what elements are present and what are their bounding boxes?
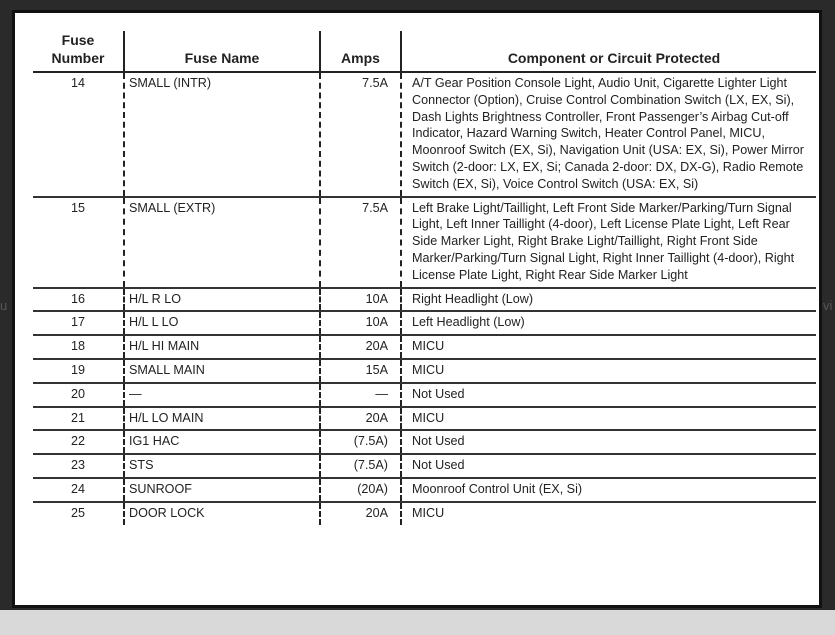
fuse-number-cell: 24	[33, 478, 124, 502]
amps-cell: 7.5A	[320, 72, 401, 197]
table-header-row	[33, 31, 816, 72]
fuse-name-cell: H/L R LO	[124, 288, 320, 312]
fuse-number-cell: 18	[33, 335, 124, 359]
document-page	[12, 10, 822, 608]
table-row	[33, 311, 816, 335]
table-row	[33, 288, 816, 312]
table-row	[33, 407, 816, 431]
table-row	[33, 197, 816, 288]
amps-cell: 20A	[320, 335, 401, 359]
edge-text-left: u	[0, 298, 8, 313]
fuse-number-cell: 17	[33, 311, 124, 335]
fuse-name-cell: SMALL MAIN	[124, 359, 320, 383]
component-cell: A/T Gear Position Console Light, Audio Unit, Cigarette Lighter Light Connector (Option), Cruise Control Combination Switch (LX, EX, Si), Dash Lights Brightness Controller, Front Passenger’s Airbag Cut-off Indicator, Hazard Warning Switch, Heater Control Panel, MICU, Moonroof Switch (EX, Si), Navigation Unit (USA: EX, Si), Power Mirror Switch (2-door: LX, EX, Si; Canada 2-door: DX, DX-G), Radio Remote Switch (EX, Si), Voice Control Switch (USA: EX, Si)	[401, 72, 816, 197]
table-row	[33, 383, 816, 407]
component-cell: Left Headlight (Low)	[401, 311, 816, 335]
component-cell: MICU	[401, 502, 816, 525]
fuse-name-cell: H/L HI MAIN	[124, 335, 320, 359]
fuse-number-cell: 25	[70, 505, 85, 520]
fuse-number-cell: 15	[33, 197, 124, 288]
component-cell: Not Used	[401, 430, 816, 454]
amps-cell: (20A)	[320, 478, 401, 502]
amps-cell: 7.5A	[320, 197, 401, 288]
fuse-name-cell: H/L LO MAIN	[124, 407, 320, 431]
component-cell: MICU	[401, 359, 816, 383]
fuse-name-cell: DOOR LOCK	[124, 502, 320, 525]
fuse-name-cell: —	[124, 383, 320, 407]
header-amps: Amps	[320, 31, 401, 72]
component-cell: Left Brake Light/Taillight, Left Front Side Marker/Parking/Turn Signal Light, Left Inner Taillight (4-door), Left License Plate Light, Left Rear Side Marker Light, Right Brake Light/Taillight, Right Front Side Marker/Parking/Turn Signal Light, Right Inner Taillight (4-door), Right License Plate Light, Right Rear Side Marker Light	[401, 197, 816, 288]
amps-cell: (7.5A)	[320, 454, 401, 478]
fuse-number-cell: 23	[33, 454, 124, 478]
amps-cell: 10A	[320, 311, 401, 335]
table-row	[33, 478, 816, 502]
edge-text-right: vi	[823, 298, 833, 313]
amps-cell: (7.5A)	[320, 430, 401, 454]
header-fuse-number: Fuse Number	[33, 31, 124, 72]
amps-cell: —	[320, 383, 401, 407]
fuse-table	[33, 31, 816, 525]
fuse-number-cell: 19	[33, 359, 124, 383]
fuse-name-cell: STS	[124, 454, 320, 478]
component-cell: Not Used	[401, 454, 816, 478]
table-row	[33, 72, 816, 197]
fuse-name-cell: IG1 HAC	[124, 430, 320, 454]
component-cell: MICU	[401, 335, 816, 359]
amps-cell: 10A	[320, 288, 401, 312]
header-fuse-name: Fuse Name	[124, 31, 320, 72]
fuse-number-cell: 21	[33, 407, 124, 431]
fuse-number-cell: 16	[33, 288, 124, 312]
header-component: Component or Circuit Protected	[401, 31, 816, 72]
bottom-strip	[0, 610, 835, 635]
fuse-number-cell: 20	[33, 383, 124, 407]
fuse-number-cell: 14	[33, 72, 124, 197]
component-cell: Moonroof Control Unit (EX, Si)	[401, 478, 816, 502]
table-row	[33, 502, 816, 525]
component-cell: Not Used	[401, 383, 816, 407]
fuse-name-cell: SMALL (INTR)	[124, 72, 320, 197]
amps-cell: 20A	[320, 502, 401, 525]
table-row	[33, 359, 816, 383]
fuse-name-cell: SUNROOF	[124, 478, 320, 502]
component-cell: Right Headlight (Low)	[401, 288, 816, 312]
table-row	[33, 430, 816, 454]
component-cell: MICU	[401, 407, 816, 431]
table-row	[33, 335, 816, 359]
amps-cell: 20A	[320, 407, 401, 431]
fuse-name-cell: SMALL (EXTR)	[124, 197, 320, 288]
amps-cell: 15A	[320, 359, 401, 383]
fuse-name-cell: H/L L LO	[124, 311, 320, 335]
table-row	[33, 454, 816, 478]
fuse-number-cell: 22	[33, 430, 124, 454]
